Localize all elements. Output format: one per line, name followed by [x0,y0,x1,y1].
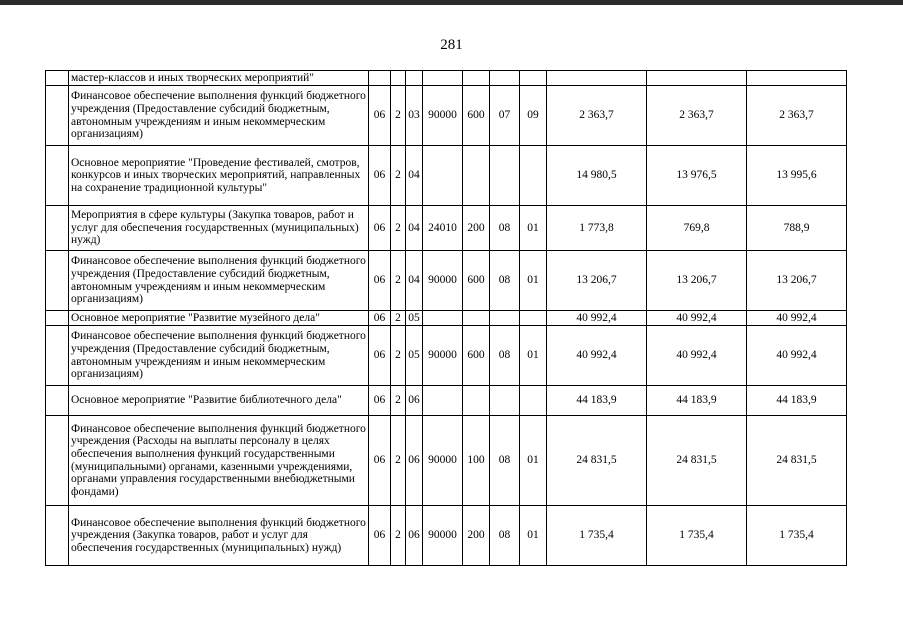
table-row [46,326,847,386]
row-margin-cell [46,86,69,146]
amount-year2-cell: 13 206,7 [647,251,747,311]
row-margin-cell [46,506,69,566]
code-subprogram-cell: 2 [391,146,406,206]
row-margin-cell [46,146,69,206]
amount-year3-cell: 44 183,9 [747,386,847,416]
code-ministry-cell: 06 [369,251,391,311]
code-section-cell: 08 [490,326,520,386]
table-row [46,206,847,251]
code-subsection-cell [520,71,547,86]
code-subprogram-cell: 2 [391,416,406,506]
amount-year1-cell: 1 773,8 [547,206,647,251]
code-ministry-cell: 06 [369,86,391,146]
amount-year3-cell: 13 206,7 [747,251,847,311]
amount-year2-cell: 40 992,4 [647,326,747,386]
code-event-cell: 04 [406,251,423,311]
amount-year2-cell: 44 183,9 [647,386,747,416]
code-subsection-cell [520,146,547,206]
amount-year1-cell: 40 992,4 [547,326,647,386]
amount-year3-cell [747,71,847,86]
amount-year2-cell: 769,8 [647,206,747,251]
code-expense-type-cell [463,311,490,326]
code-event-cell: 06 [406,506,423,566]
row-margin-cell [46,251,69,311]
item-name-cell: Финансовое обеспечение выполнения функций бюджетного учреждения (Предоставление субсидий бюджетным, автономным учреждениям и иным некоммерческим организациям) [69,251,369,311]
code-direction-cell: 90000 [423,86,463,146]
code-event-cell: 06 [406,386,423,416]
code-ministry-cell: 06 [369,146,391,206]
code-ministry-cell [369,71,391,86]
code-subprogram-cell: 2 [391,386,406,416]
code-section-cell [490,146,520,206]
row-margin-cell [46,71,69,86]
code-ministry-cell: 06 [369,326,391,386]
code-expense-type-cell: 100 [463,416,490,506]
code-event-cell: 05 [406,311,423,326]
code-event-cell [406,71,423,86]
amount-year1-cell: 40 992,4 [547,311,647,326]
code-direction-cell: 90000 [423,251,463,311]
code-section-cell: 08 [490,206,520,251]
budget-table [45,70,847,566]
table-row [46,251,847,311]
code-expense-type-cell: 600 [463,326,490,386]
code-subprogram-cell [391,71,406,86]
amount-year1-cell: 44 183,9 [547,386,647,416]
table-row [46,71,847,86]
table-row [46,416,847,506]
amount-year1-cell: 14 980,5 [547,146,647,206]
code-expense-type-cell [463,386,490,416]
table-row [46,386,847,416]
code-expense-type-cell: 200 [463,506,490,566]
amount-year3-cell: 788,9 [747,206,847,251]
amount-year2-cell: 1 735,4 [647,506,747,566]
code-subsection-cell: 01 [520,206,547,251]
amount-year1-cell: 2 363,7 [547,86,647,146]
code-ministry-cell: 06 [369,206,391,251]
table-row [46,506,847,566]
item-name-cell: Финансовое обеспечение выполнения функций бюджетного учреждения (Предоставление субсидий бюджетным, автономным учреждениям и иным некоммерческим организациям) [69,86,369,146]
amount-year2-cell: 13 976,5 [647,146,747,206]
code-event-cell: 04 [406,146,423,206]
amount-year3-cell: 2 363,7 [747,86,847,146]
code-ministry-cell: 06 [369,506,391,566]
row-margin-cell [46,416,69,506]
code-direction-cell: 90000 [423,506,463,566]
amount-year1-cell: 24 831,5 [547,416,647,506]
amount-year2-cell: 40 992,4 [647,311,747,326]
code-direction-cell: 24010 [423,206,463,251]
code-ministry-cell: 06 [369,416,391,506]
code-subprogram-cell: 2 [391,251,406,311]
code-event-cell: 04 [406,206,423,251]
amount-year2-cell: 2 363,7 [647,86,747,146]
code-direction-cell [423,146,463,206]
code-section-cell: 07 [490,86,520,146]
code-subsection-cell [520,311,547,326]
code-expense-type-cell: 600 [463,86,490,146]
item-name-cell: мастер-классов и иных творческих мероприятий" [69,71,369,86]
item-name-cell: Основное мероприятие "Проведение фестивалей, смотров, конкурсов и иных творческих мероприятий, направленных на сохранение традиционной культуры" [69,146,369,206]
code-expense-type-cell: 200 [463,206,490,251]
item-name-cell: Мероприятия в сфере культуры (Закупка товаров, работ и услуг для обеспечения государственных (муниципальных) нужд) [69,206,369,251]
code-ministry-cell: 06 [369,386,391,416]
code-section-cell: 08 [490,251,520,311]
item-name-cell: Основное мероприятие "Развитие музейного дела" [69,311,369,326]
code-subprogram-cell: 2 [391,206,406,251]
table-row [46,311,847,326]
code-direction-cell: 90000 [423,326,463,386]
amount-year2-cell: 24 831,5 [647,416,747,506]
code-subsection-cell: 01 [520,506,547,566]
code-direction-cell: 90000 [423,416,463,506]
amount-year1-cell: 1 735,4 [547,506,647,566]
code-expense-type-cell [463,71,490,86]
code-subsection-cell: 01 [520,251,547,311]
code-expense-type-cell [463,146,490,206]
code-ministry-cell: 06 [369,311,391,326]
code-subsection-cell: 01 [520,326,547,386]
row-margin-cell [46,311,69,326]
item-name-cell: Финансовое обеспечение выполнения функций бюджетного учреждения (Закупка товаров, работ и услуг для обеспечения государственных (муниципальных) нужд) [69,506,369,566]
code-section-cell: 08 [490,416,520,506]
code-subprogram-cell: 2 [391,311,406,326]
code-section-cell [490,386,520,416]
page-top-border [0,0,903,5]
page-number: 281 [440,37,463,53]
amount-year3-cell: 40 992,4 [747,311,847,326]
code-subprogram-cell: 2 [391,506,406,566]
amount-year3-cell: 40 992,4 [747,326,847,386]
item-name-cell: Финансовое обеспечение выполнения функций бюджетного учреждения (Предоставление субсидий бюджетным, автономным учреждениям и иным некоммерческим организациям) [69,326,369,386]
code-direction-cell [423,71,463,86]
amount-year1-cell [547,71,647,86]
code-direction-cell [423,386,463,416]
code-subsection-cell: 01 [520,416,547,506]
code-section-cell: 08 [490,506,520,566]
amount-year3-cell: 24 831,5 [747,416,847,506]
code-event-cell: 03 [406,86,423,146]
table-row [46,86,847,146]
code-subprogram-cell: 2 [391,326,406,386]
item-name-cell: Финансовое обеспечение выполнения функций бюджетного учреждения (Расходы на выплаты персоналу в целях обеспечения выполнения функций государственными (муниципальными) органами, казенными учреждениями, органами управления государственными внебюджетными фондами) [69,416,369,506]
amount-year3-cell: 1 735,4 [747,506,847,566]
table-row [46,146,847,206]
code-event-cell: 05 [406,326,423,386]
code-subsection-cell [520,386,547,416]
code-section-cell [490,311,520,326]
code-section-cell [490,71,520,86]
code-event-cell: 06 [406,416,423,506]
item-name-cell: Основное мероприятие "Развитие библиотечного дела" [69,386,369,416]
budget-table-body [46,71,847,566]
amount-year1-cell: 13 206,7 [547,251,647,311]
amount-year2-cell [647,71,747,86]
code-direction-cell [423,311,463,326]
code-expense-type-cell: 600 [463,251,490,311]
amount-year3-cell: 13 995,6 [747,146,847,206]
row-margin-cell [46,386,69,416]
row-margin-cell [46,206,69,251]
code-subsection-cell: 09 [520,86,547,146]
row-margin-cell [46,326,69,386]
code-subprogram-cell: 2 [391,86,406,146]
